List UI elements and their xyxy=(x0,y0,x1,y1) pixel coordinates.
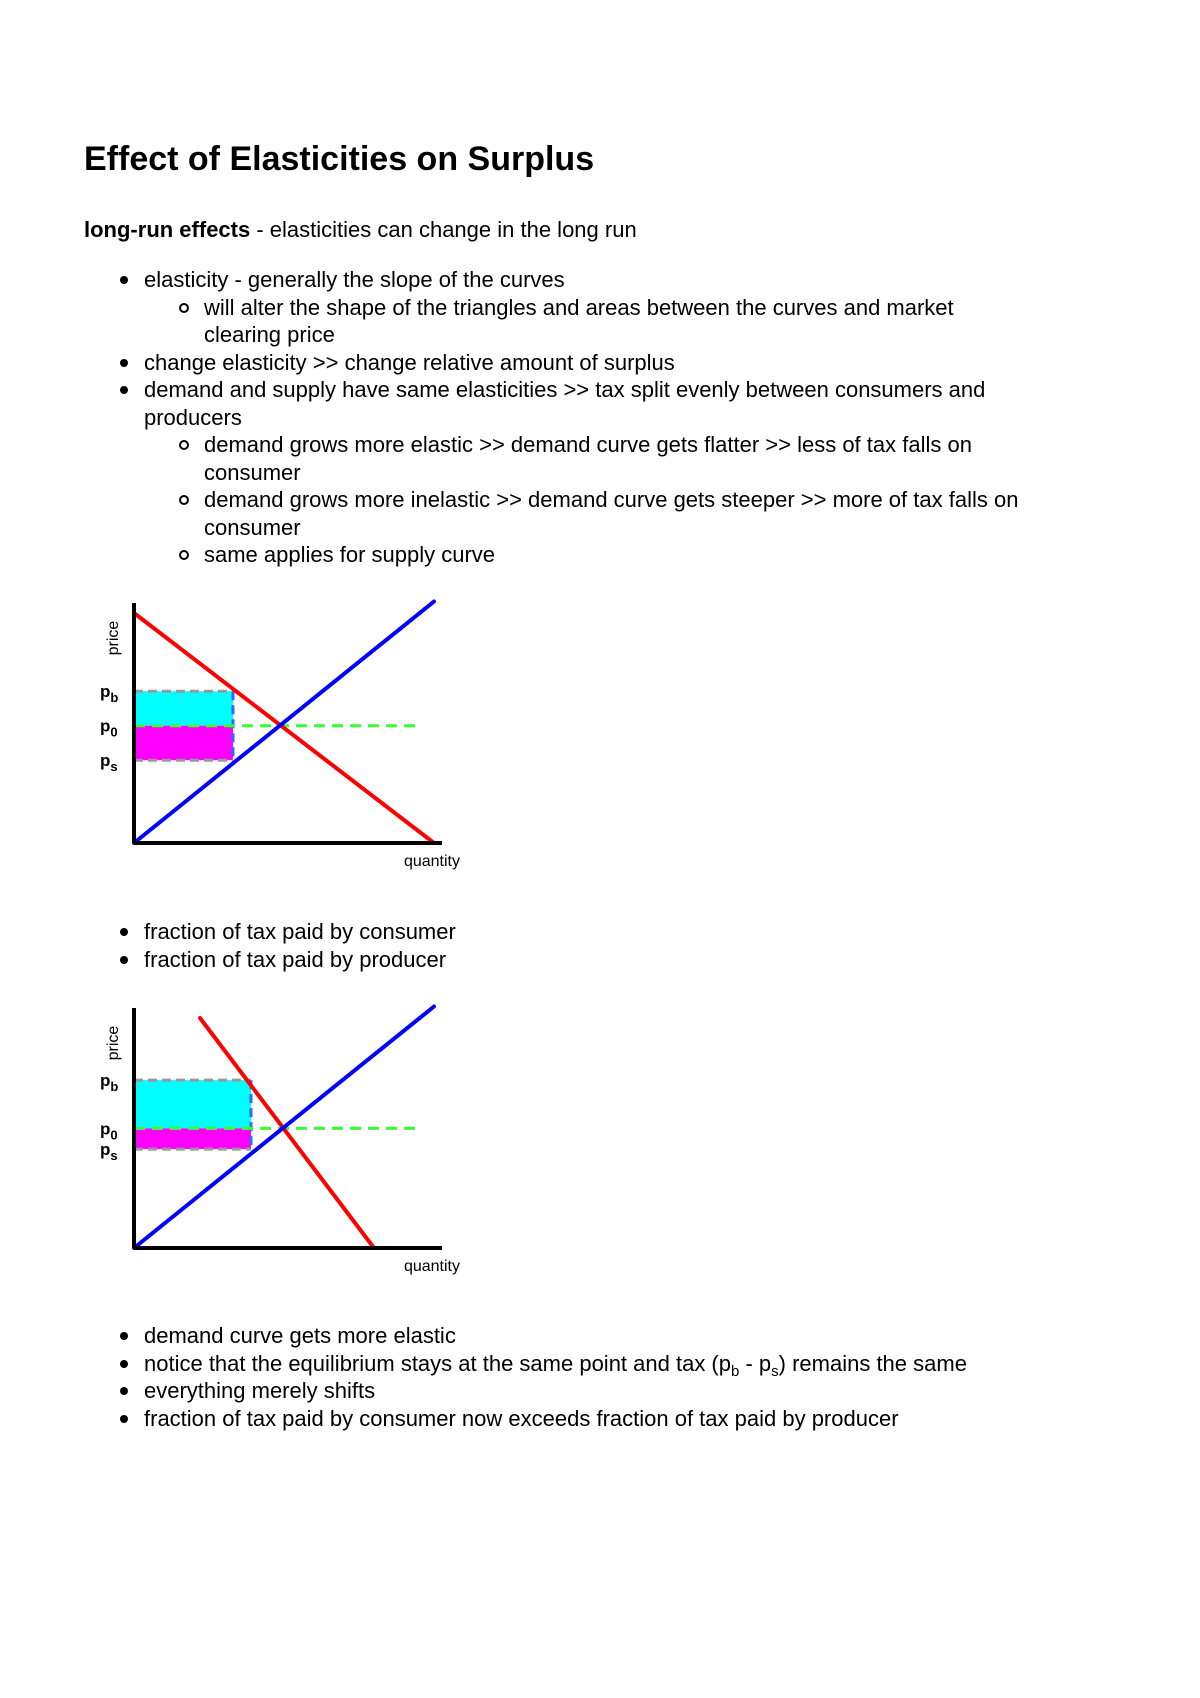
p0-price-label: $p_0$ xyxy=(100,716,118,740)
bullet-list-3 xyxy=(84,1322,967,1432)
list-item: demand curve gets more elastic xyxy=(84,1322,967,1350)
y-axis-label: price xyxy=(105,620,122,656)
list-item: notice that the equilibrium stays at the same point and tax $(p_b - p_s)$ remains the same xyxy=(84,1350,967,1378)
producer-tax-share-area xyxy=(134,1128,251,1149)
bullet-list-1 xyxy=(84,266,1018,569)
p0-price-label: $p_0$ xyxy=(100,1119,118,1143)
intro-paragraph xyxy=(84,216,637,243)
sub-list-item: same applies for supply curve xyxy=(84,541,1018,569)
x-axis-label: quantity xyxy=(403,1258,460,1275)
producer-tax-share-area xyxy=(134,726,233,761)
list-item: change elasticity >> change relative amount of surplus xyxy=(84,349,1018,377)
consumer-tax-share-area xyxy=(134,1080,251,1128)
y-axis-label: price xyxy=(105,1025,122,1061)
sub-list-item: will alter the shape of the triangles and areas between the curves and market xyxy=(84,294,1018,322)
sub-list-item: demand grows more elastic >> demand curve gets flatter >> less of tax falls on xyxy=(84,431,1018,459)
list-item: everything merely shifts xyxy=(84,1377,967,1405)
list-item: fraction of tax paid by consumer now exceeds fraction of tax paid by producer xyxy=(84,1405,967,1433)
list-item: fraction of tax paid by producer xyxy=(84,946,456,974)
x-axis-label: quantity xyxy=(403,853,460,870)
sub-list-item: consumer xyxy=(204,514,301,540)
list-item: producers xyxy=(144,404,242,430)
pb-price-label: $p_b$ xyxy=(100,682,119,706)
sub-list-item: clearing price xyxy=(204,322,335,347)
intro-text: - elasticities can change in the long run xyxy=(250,217,637,242)
sub-list-item: consumer xyxy=(204,459,301,485)
bullet-list-2 xyxy=(84,918,456,973)
chart-2 xyxy=(0,995,500,1295)
sub-list-item: demand grows more inelastic >> demand curve gets steeper >> more of tax falls on xyxy=(84,486,1018,514)
page-title: Effect of Elasticities on Surplus xyxy=(84,140,595,178)
consumer-tax-share-area xyxy=(134,691,233,726)
list-item: fraction of tax paid by consumer xyxy=(84,918,456,946)
intro-term: long-run effects xyxy=(84,217,251,242)
list-item: elasticity - generally the slope of the curves xyxy=(84,266,1018,294)
chart-1 xyxy=(0,590,500,890)
ps-price-label: $p_s$ xyxy=(100,751,118,775)
pb-price-label: $p_b$ xyxy=(100,1071,119,1095)
ps-price-label: $p_s$ xyxy=(100,1140,118,1164)
list-item: demand and supply have same elasticities >> tax split evenly between consumers and xyxy=(84,376,1018,404)
